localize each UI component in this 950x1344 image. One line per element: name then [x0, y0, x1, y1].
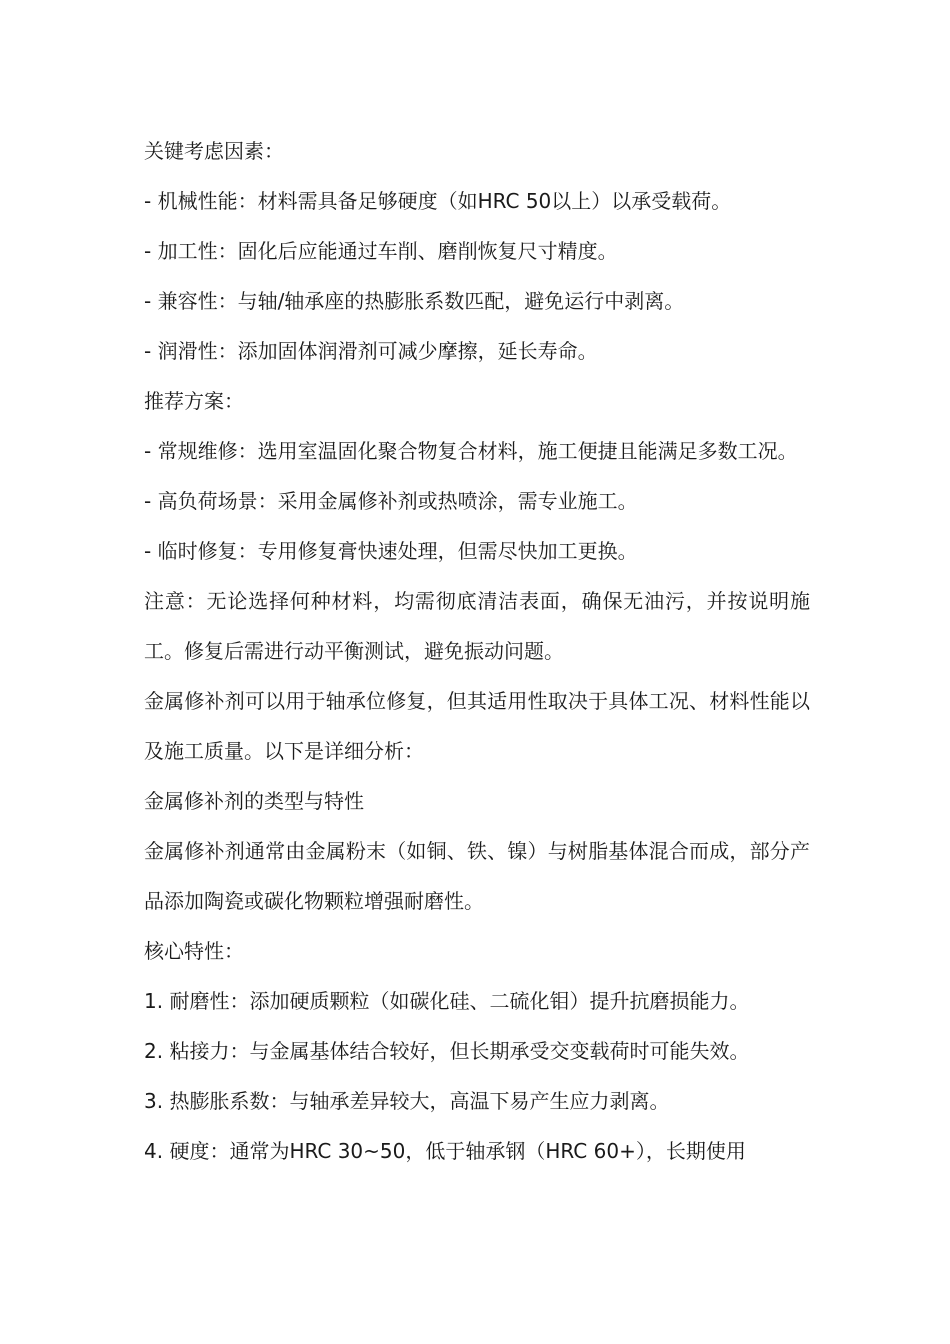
composition-paragraph: 金属修补剂通常由金属粉末（如铜、铁、镍）与树脂基体混合而成，部分产品添加陶瓷或碳化物颗粒增强耐磨性。	[144, 839, 810, 913]
list-item-mechanical: - 机械性能：材料需具备足够硬度（如HRC 50以上）以承受载荷。	[144, 189, 732, 213]
heading-recommendations: 推荐方案：	[144, 389, 244, 413]
list-item-machinability: - 加工性：固化后应能通过车削、磨削恢复尺寸精度。	[144, 239, 618, 263]
list-item-compatibility: - 兼容性：与轴/轴承座的热膨胀系数匹配，避免运行中剥离。	[144, 289, 685, 313]
list-item-wear-resistance: 1. 耐磨性：添加硬质颗粒（如碳化硅、二硫化钼）提升抗磨损能力。	[144, 989, 750, 1013]
list-item-hardness: 4. 硬度：通常为HRC 30~50，低于轴承钢（HRC 60+），长期使用	[144, 1139, 746, 1163]
section-title-types: 金属修补剂的类型与特性	[144, 789, 364, 813]
heading-core-properties: 核心特性：	[144, 939, 244, 963]
intro-paragraph: 金属修补剂可以用于轴承位修复，但其适用性取决于具体工况、材料性能以及施工质量。以下是详细分析：	[144, 689, 810, 763]
heading-key-factors: 关键考虑因素：	[144, 139, 284, 163]
list-item-thermal-expansion: 3. 热膨胀系数：与轴承差异较大，高温下易产生应力剥离。	[144, 1089, 670, 1113]
note-paragraph: 注意：无论选择何种材料，均需彻底清洁表面，确保无油污，并按说明施工。修复后需进行动平衡测试，避免振动问题。	[144, 589, 810, 663]
document-body	[144, 126, 810, 1176]
list-item-lubricity: - 润滑性：添加固体润滑剂可减少摩擦，延长寿命。	[144, 339, 598, 363]
list-item-high-load: - 高负荷场景：采用金属修补剂或热喷涂，需专业施工。	[144, 489, 638, 513]
list-item-temporary: - 临时修复：专用修复膏快速处理，但需尽快加工更换。	[144, 539, 638, 563]
list-item-adhesion: 2. 粘接力：与金属基体结合较好，但长期承受交变载荷时可能失效。	[144, 1039, 750, 1063]
list-item-regular-repair: - 常规维修：选用室温固化聚合物复合材料，施工便捷且能满足多数工况。	[144, 439, 798, 463]
